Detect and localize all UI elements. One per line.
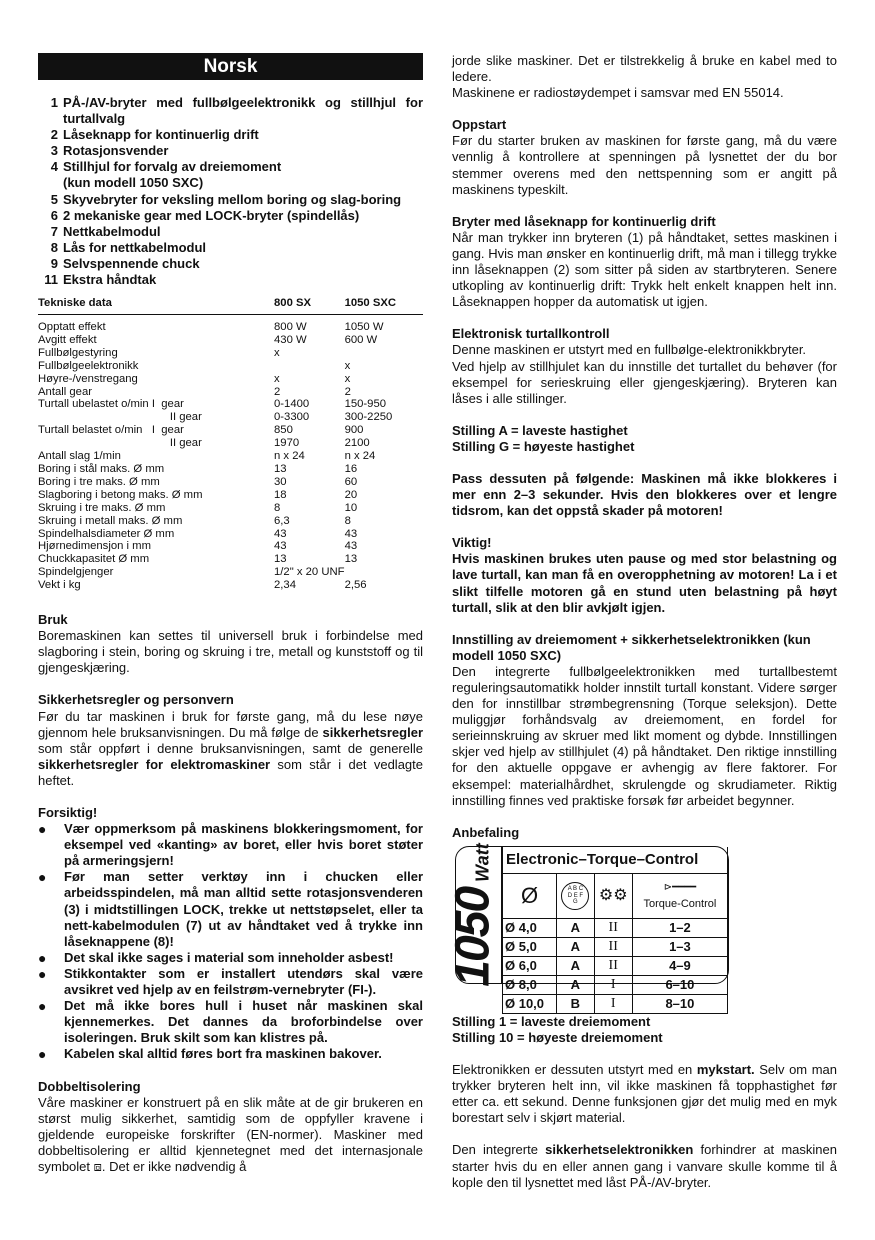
table-row — [38, 515, 423, 528]
diameter-icon: Ø — [503, 873, 557, 918]
item-number: 8 — [50, 239, 58, 255]
paragraph — [452, 85, 837, 101]
torque-cell: A — [557, 956, 594, 975]
table-cell: II gear — [38, 411, 202, 424]
right-column — [445, 53, 837, 1207]
warning-item — [38, 1046, 423, 1062]
column-header: 800 SX — [274, 297, 345, 314]
table-cell: Fullbølgeelektronikk — [38, 359, 139, 372]
bullet-icon: ● — [38, 869, 47, 886]
item-label: PÅ-/AV-bryter med fullbølgeelektronikk og stillhjul for turtallvalg — [63, 95, 423, 127]
torque-cell: I — [594, 994, 632, 1013]
torque-row — [503, 918, 728, 937]
bullet-icon: ● — [38, 1046, 47, 1063]
torque-cell: II — [594, 937, 632, 956]
paragraph — [452, 230, 837, 310]
bullet-icon: ● — [38, 965, 47, 982]
table-row — [38, 386, 423, 399]
item-number: 11 — [44, 272, 58, 288]
parts-list-item — [38, 240, 423, 256]
table-cell: II gear — [38, 437, 202, 450]
section-heading: Dobbeltisolering — [38, 1078, 141, 1094]
torque-cell: Ø 4,0 — [503, 918, 557, 937]
table-row — [38, 450, 423, 463]
table-cell: 2 — [274, 385, 281, 398]
torque-cell: II — [594, 918, 632, 937]
warning-item — [38, 869, 423, 949]
torque-cell: B — [557, 994, 594, 1013]
table-cell: 600 W — [344, 333, 378, 346]
item-number: 5 — [50, 191, 58, 207]
bold-text: Stilling A = laveste hastighet Stilling G = høyeste hastighet — [452, 422, 635, 454]
text-run: Den integrerte — [452, 1142, 546, 1158]
section-heading: Bruk — [38, 612, 68, 628]
section-heading: Viktig! — [452, 535, 492, 551]
torque-row — [503, 994, 728, 1013]
table-cell: Skruing i metall maks. Ø mm — [38, 514, 183, 527]
paragraph — [452, 53, 837, 85]
torque-cell: 1–3 — [632, 937, 727, 956]
table-cell: Avgitt effekt — [38, 333, 97, 346]
text-run: Elektronikken er dessuten utstyrt med en — [452, 1062, 697, 1078]
table-cell: Høyre-/venstregang — [38, 372, 138, 385]
table-cell: 6,3 — [274, 514, 290, 527]
warning-list — [38, 821, 423, 1062]
table-row — [38, 360, 423, 373]
torque-cell: I — [594, 975, 632, 994]
torque-row — [503, 956, 728, 975]
table-cell: 800 W — [274, 321, 307, 334]
table-cell: x — [344, 372, 351, 385]
table-cell: Chuckkapasitet Ø mm — [38, 553, 150, 566]
gear-icon: ⚙⚙ — [594, 873, 632, 918]
table-cell: 18 — [274, 488, 287, 501]
section-heading: Bryter med låseknapp for kontinuerlig drift — [452, 213, 716, 229]
section-header: Norsk — [38, 53, 423, 80]
parts-list-item — [38, 256, 423, 272]
table-row — [38, 334, 423, 347]
paragraph — [38, 709, 423, 789]
table-row — [38, 566, 423, 579]
table-row — [38, 463, 423, 476]
item-number: 7 — [50, 223, 58, 239]
table-cell: 2,34 — [274, 579, 296, 592]
item-number: 2 — [50, 127, 58, 143]
warning-text: Det skal ikke sages i material som inneholder asbest! — [64, 949, 394, 965]
bullet-icon: ● — [38, 949, 47, 966]
bullet-icon: ● — [38, 821, 47, 838]
table-row — [38, 553, 423, 566]
table-cell: Spindelgjenger — [38, 566, 114, 579]
paragraph — [452, 133, 837, 197]
torque-cell: Ø 8,0 — [503, 975, 557, 994]
table-cell: 13 — [274, 463, 287, 475]
torque-title: Electronic–Torque–Control — [503, 847, 728, 874]
table-cell: 850 — [274, 424, 293, 437]
text-run: Den integrerte fullbølgeelektronikken med turtallbestemt reguleringsautomatikk holder innstilt turtall konstant. Videre sørger den for innstillbar strømbegrensning (Torque seleksjon). Dette muliggjør forhåndsvalg av dreiemoment, en fordel for serieinnskruing av skruer med likt moment og dybde. Innstillingen skjer ved hjelp av stillhjulet (4) på håndtaket. Den riktige innstilling for den aktuelle oppgave er avhengig av flere faktorer. For eksempel: materialhårdhet, skrulengde og skrudiameter. Riktig innstilling finnes ved praktiske forsøk før arbeidet begynner. — [452, 663, 837, 808]
paragraph — [452, 1014, 837, 1046]
item-label: Låseknapp for kontinuerlig drift — [63, 127, 259, 143]
text-run: som står i det vedlagte heftet. — [38, 756, 423, 788]
parts-list-item — [38, 143, 423, 159]
warning-item — [38, 821, 423, 869]
table-cell: 150-950 — [344, 398, 387, 411]
torque-control-label: Torque-Control — [643, 897, 717, 910]
table-cell: 0-1400 — [274, 398, 310, 411]
table-cell — [345, 347, 423, 360]
table-row — [38, 398, 423, 411]
torque-cell: II — [594, 956, 632, 975]
table-cell: 43 — [274, 527, 287, 540]
bold-text: Stilling 1 = laveste dreiemoment Stilling 10 = høyeste dreiemoment — [452, 1013, 663, 1045]
text-run: Ved hjelp av stillhjulet kan du innstille det turtallet du behøver (for eksempel for serieskruing eller gjengeskjæring). Bryteren kan låses i alle stillinger. — [452, 358, 837, 406]
table-cell: 2 — [344, 385, 351, 398]
parts-list-item — [38, 224, 423, 240]
bold-text: Hvis maskinen brukes uten pause og med stor belastning og lave turtall, kan man få en overopphetning av motoren! La i et slikt tilfelle motoren gå en stund uten belastning på høyt turtall, slik at den blir avkjølt igjen. — [452, 551, 837, 615]
torque-cell: A — [557, 975, 594, 994]
warning-text: Før man setter verktøy inn i chucken eller arbeidsspindelen, må man alltid sette rotasjonsvenderen (3) i midtstillingen LOCK, trekke ut nettstøpselet, eller ta nett-kabelmodulen (7) ut av håndtaket ved å trykke inn låseknappene (8)! — [64, 869, 423, 949]
speed-dial-icon — [557, 873, 594, 918]
parts-list-item — [38, 95, 423, 127]
item-number: 9 — [50, 255, 58, 271]
item-label: Stillhjul for forvalg av dreiemoment (kun modell 1050 SXC) — [63, 159, 282, 191]
table-cell: 13 — [274, 553, 287, 566]
table-cell: 30 — [274, 475, 287, 488]
text-run: Boremaskinen kan settes til universell bruk i forbindelse med slagboring i stein, boring og skruing i tre, metall og kunststoff og til gjengeskjæring. — [38, 628, 423, 676]
item-label: 2 mekaniske gear med LOCK-bryter (spindellås) — [63, 207, 360, 223]
torque-table — [502, 847, 728, 1014]
paragraph — [38, 1095, 423, 1175]
text-run: Før du starter bruken av maskinen for første gang, må du være vennlig å kontrollere at spenningen på lysnettet der du bor stemmer overens med den nettspenning som er angitt på maskinens typeskilt. — [452, 133, 837, 197]
paragraph — [452, 1062, 837, 1126]
text-run: Selv om man trykker bryteren helt inn, vil ikke maskinen få topphastighet før etter ca. ett sekund. Denne funksjonen gjør det mulig med en myk borestart selv i skjørt material. — [452, 1062, 837, 1126]
parts-list — [38, 95, 423, 288]
torque-cell: Ø 5,0 — [503, 937, 557, 956]
table-cell: Spindelhalsdiameter Ø mm — [38, 527, 175, 540]
table-cell: Slagboring i betong maks. Ø mm — [38, 488, 203, 501]
table-cell: 900 — [344, 424, 364, 437]
section-heading: Innstilling av dreiemoment + sikkerhetselektronikken (kun modell 1050 SXC) — [452, 631, 811, 663]
table-cell: 10 — [344, 501, 358, 514]
table-cell: 1050 W — [344, 321, 384, 334]
item-label: Rotasjonsvender — [63, 143, 169, 159]
table-row — [38, 489, 423, 502]
torque-cell: 6–10 — [632, 975, 727, 994]
table-cell: Hjørnedimensjon i mm — [38, 540, 151, 553]
item-number: 1 — [50, 95, 58, 110]
paragraph — [452, 664, 837, 809]
table-cell: x — [344, 359, 351, 372]
item-number: 3 — [50, 143, 58, 159]
table-cell: 13 — [344, 553, 358, 566]
text-run: Når man trykker inn bryteren (1) på håndtaket, settes maskinen i gang. Hvis man ønsker en kontinuerlig drift, må man i tillegg trykke inn låseknappen (2) som sitter på siden av startbryteren. Senere utkopling av kontinuerlig drift: Trykk helt enkelt knappen helt inn. Låseknappen hopper da automatisk ut igjen. — [452, 229, 837, 310]
paragraph — [452, 359, 837, 407]
bold-text: Pass dessuten på følgende: Maskinen må ikke blokkeres i mer enn 2–3 sekunder. Hvis den blokkeres over et lengre tidsrom, kan det oppstå skader på motoren! — [452, 470, 837, 519]
screw-icon — [632, 873, 727, 918]
speed-dial-circle — [561, 882, 589, 910]
column-header: Tekniske data — [38, 297, 274, 314]
paragraph — [38, 628, 423, 676]
bold-text: mykstart. — [696, 1062, 755, 1078]
wattage-label — [445, 843, 502, 987]
parts-list-item — [38, 159, 423, 191]
warning-text: Vær oppmerksom på maskinens blokkeringsmoment, for eksempel ved «kanting» av boret, eller hvis boret støter på armeringsjern! — [64, 821, 423, 869]
speed-dial-letters: A B C D E F G — [567, 886, 584, 906]
table-cell: 8 — [344, 514, 351, 527]
section-heading: Oppstart — [452, 117, 507, 133]
table-cell: Opptatt effekt — [38, 321, 106, 334]
torque-control-chart — [445, 843, 729, 1011]
table-row — [38, 579, 423, 592]
table-cell — [345, 566, 423, 579]
table-cell: 8 — [274, 501, 281, 514]
section-heading: Forsiktig! — [38, 805, 98, 820]
warning-text: Det må ikke bores hull i huset når maskinen skal kjennemerkes. Det dannes da broforbindelse over isoleringen. Bruk skilt som kan klistres på. — [64, 998, 423, 1046]
table-cell: Boring i tre maks. Ø mm — [38, 475, 160, 488]
table-cell: 60 — [344, 475, 358, 488]
parts-list-item — [38, 127, 423, 143]
table-cell: n x 24 — [344, 450, 376, 463]
torque-cell: A — [557, 918, 594, 937]
item-label: Nettkabelmodul — [63, 223, 161, 239]
torque-cell: 4–9 — [632, 956, 727, 975]
torque-row — [503, 975, 728, 994]
paragraph — [452, 423, 837, 455]
torque-cell: Ø 10,0 — [503, 994, 557, 1013]
table-cell: n x 24 — [274, 450, 305, 463]
item-label: Ekstra håndtak — [63, 272, 157, 288]
table-cell: 1/2" x 20 UNF — [274, 566, 345, 579]
item-number: 4 — [50, 159, 58, 175]
table-cell: Skruing i tre maks. Ø mm — [38, 501, 166, 514]
technical-data-table — [38, 297, 423, 592]
text-run: forhindrer at maskinen starter hvis du en eller annen gang i vanvare skulle komme til å kople den til lysnettet med låst PÅ-/AV-bryter. — [452, 1142, 837, 1190]
text-run: Maskinene er radiostøydempet i samsvar med EN 55014. — [452, 85, 784, 101]
table-row — [38, 502, 423, 515]
table-row — [38, 347, 423, 360]
torque-cell: Ø 6,0 — [503, 956, 557, 975]
torque-cell: 1–2 — [632, 918, 727, 937]
paragraph — [452, 1142, 837, 1190]
watt-unit: Watt — [471, 843, 492, 882]
table-cell: 43 — [344, 540, 358, 553]
paragraph — [452, 342, 837, 358]
item-label: Skyvebryter for veksling mellom boring og slag-boring — [63, 191, 402, 207]
parts-list-item — [38, 272, 423, 288]
item-label: Lås for nettkabelmodul — [63, 239, 207, 255]
table-cell: 430 W — [274, 333, 307, 346]
screw-glyph: ⊳━━━━ — [663, 881, 697, 893]
table-cell: 2100 — [344, 437, 370, 450]
table-cell — [274, 360, 345, 373]
paragraph — [452, 471, 837, 519]
table-header-row — [38, 297, 423, 314]
table-row — [38, 437, 423, 450]
table-cell: Turtall belastet o/min I gear — [38, 424, 184, 437]
bullet-icon: ● — [38, 998, 47, 1015]
torque-cell: A — [557, 937, 594, 956]
table-row — [38, 373, 423, 386]
table-cell: x — [274, 346, 280, 359]
warning-item — [38, 998, 423, 1046]
column-header: 1050 SXC — [345, 297, 423, 314]
table-cell: 20 — [344, 488, 358, 501]
table-cell: 0-3300 — [274, 411, 310, 424]
table-cell: 16 — [344, 463, 358, 475]
table-cell: Fullbølgestyring — [38, 346, 118, 359]
warning-item — [38, 966, 423, 998]
warning-text: Stikkontakter som er installert utendørs skal være avsikret ved hjelp av en feilstrøm-vernebryter (FI-). — [64, 965, 423, 998]
table-row — [38, 528, 423, 541]
table-cell: 43 — [274, 540, 287, 553]
text-run: som står oppført i denne bruksanvisningen, samt de generelle — [38, 740, 423, 756]
left-column — [38, 53, 423, 1191]
table-cell: x — [274, 372, 280, 385]
torque-cell: 8–10 — [632, 994, 727, 1013]
watt-number: 1050 — [445, 887, 499, 987]
text-run: Før du tar maskinen i bruk for første gang, må du lese nøye gjennom hele bruksanvisningen. Du må følge de — [38, 708, 423, 740]
parts-list-item — [38, 208, 423, 224]
item-number: 6 — [50, 207, 58, 223]
text-run: Våre maskiner er konstruert på en slik måte at de gir brukeren en størst mulig sikkerhet, samtidig som de oppfyller kravene i gjeldende europeiske forskrifter (EN-normer). Maskiner med dobbeltisolering er alltid kjennetegnet med det internasjonale symbolet ⧈. Det er ikke nødvendig å — [38, 1094, 423, 1174]
table-row — [38, 315, 423, 334]
table-cell: Turtall ubelastet o/min I gear — [38, 398, 184, 411]
table-cell: Boring i stål maks. Ø mm — [38, 463, 165, 475]
section-heading: Elektronisk turtallkontroll — [452, 326, 610, 342]
item-label: Selvspennende chuck — [63, 255, 200, 271]
table-row — [38, 424, 423, 437]
table-cell: 43 — [344, 527, 358, 540]
bold-text: sikkerhetsregler — [322, 724, 423, 740]
table-cell: 300-2250 — [344, 411, 393, 424]
paragraph — [452, 551, 837, 615]
bold-text: sikkerhetselektronikken — [545, 1142, 694, 1158]
bold-text: sikkerhetsregler for elektromaskiner — [38, 756, 271, 772]
table-cell: Antall slag 1/min — [38, 450, 121, 463]
parts-list-item — [38, 192, 423, 208]
warning-text: Kabelen skal alltid føres bort fra maskinen bakover. — [64, 1046, 382, 1062]
table-row — [38, 476, 423, 489]
table-row — [38, 411, 423, 424]
warning-item — [38, 950, 423, 966]
text-run: jorde slike maskiner. Det er tilstrekkelig å bruke en kabel med to ledere. — [452, 53, 837, 85]
table-cell: Vekt i kg — [38, 579, 81, 592]
table-row — [38, 540, 423, 553]
section-heading: Anbefaling — [452, 824, 520, 840]
table-cell: Antall gear — [38, 385, 93, 398]
table-cell: 2,56 — [344, 579, 367, 592]
section-heading: Sikkerhetsregler og personvern — [38, 692, 234, 708]
torque-row — [503, 937, 728, 956]
table-cell: 1970 — [274, 437, 300, 450]
text-run: Denne maskinen er utstyrt med en fullbølge-elektronikkbryter. — [452, 342, 807, 358]
